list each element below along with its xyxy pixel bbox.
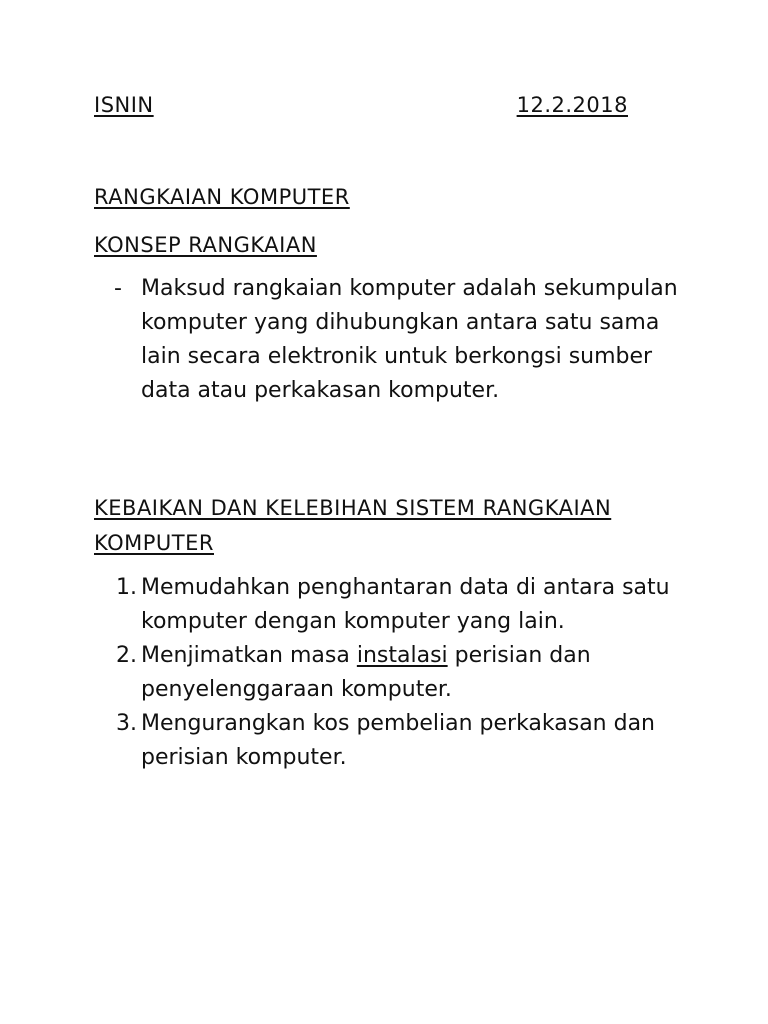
list-item-text: [141, 639, 681, 707]
list-item-text-after: perisian dan penyelenggaraan komputer.: [141, 643, 591, 702]
date-label: 12.2.2018: [516, 93, 628, 117]
list-item-number: 3.: [116, 711, 137, 736]
list-item-number: 1.: [116, 575, 137, 600]
list-item-text: Mengurangkan kos pembelian perkakasan dan perisian komputer.: [141, 711, 656, 770]
list-item: [114, 639, 694, 707]
day-label: ISNIN: [94, 93, 154, 117]
list-item-text: Memudahkan penghantaran data di antara satu komputer dengan komputer yang lain.: [141, 575, 670, 634]
list-item-number: 2.: [116, 643, 137, 668]
list-item-text-before: Menjimatkan masa: [141, 643, 357, 668]
definition-list-item: [114, 272, 694, 408]
definition-text: Maksud rangkaian komputer adalah sekumpulan komputer yang dihubungkan antara satu sama lain secara elektronik untuk berkongsi sumber data atau perkakasan komputer.: [141, 276, 678, 403]
underlined-term-instalasi: instalasi: [356, 643, 448, 668]
list-item: [114, 707, 694, 775]
benefits-list: [114, 571, 694, 775]
header-row: [94, 88, 628, 122]
dash-marker: -: [114, 276, 122, 301]
section-heading-konsep: KONSEP RANGKAIAN: [94, 233, 317, 257]
list-item: [114, 571, 694, 639]
page-title: RANGKAIAN KOMPUTER: [94, 185, 350, 209]
section-heading-kebaikan: KEBAIKAN DAN KELEBIHAN SISTEM RANGKAIAN KOMPUTER: [94, 496, 612, 555]
